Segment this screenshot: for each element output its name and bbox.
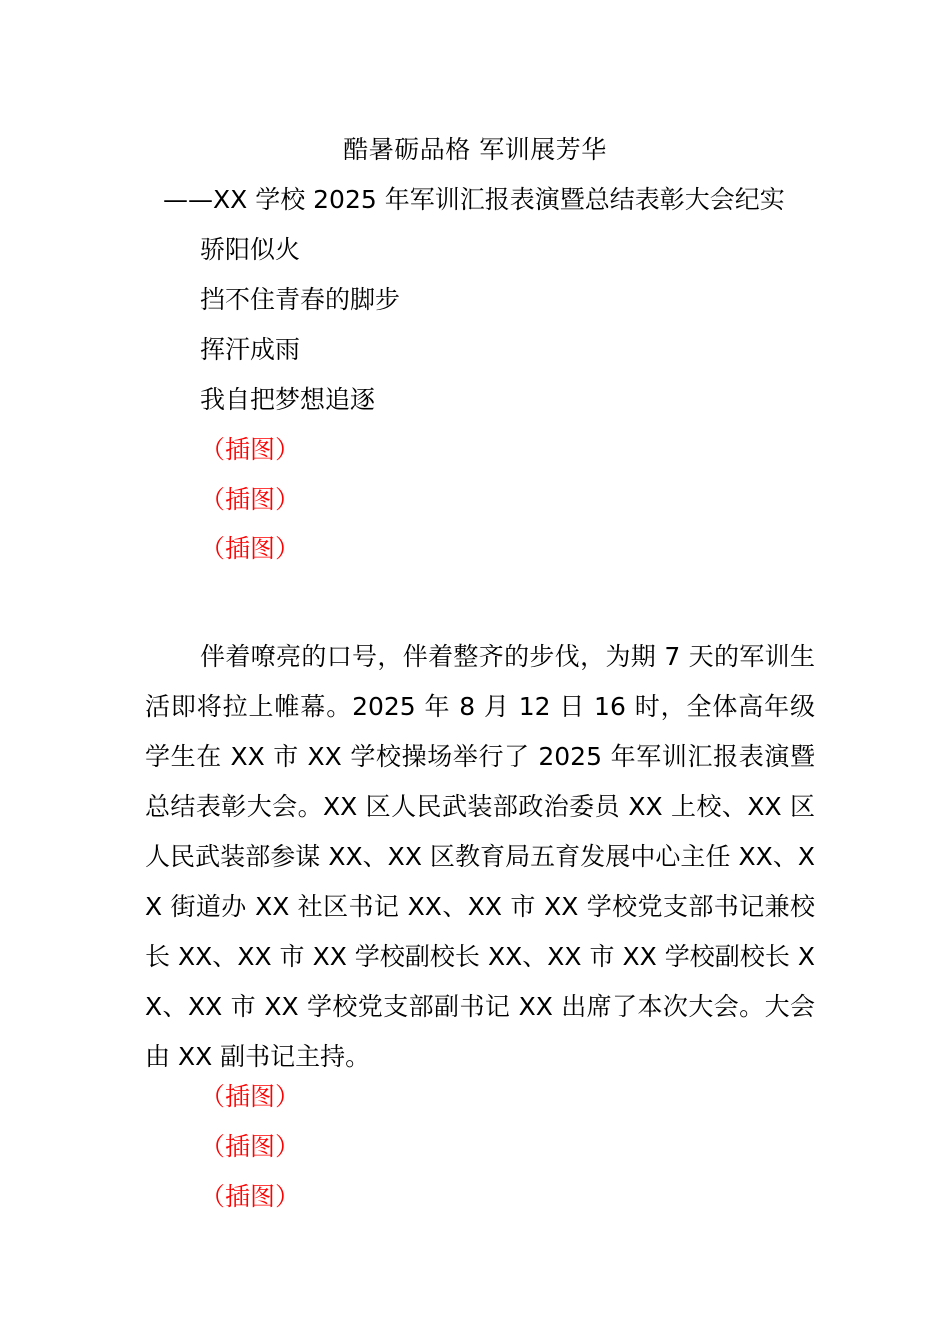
image-placeholder: （插图） [200, 435, 301, 464]
poem-line-3: 挥汗成雨 [200, 335, 301, 364]
image-placeholder: （插图） [200, 1132, 301, 1161]
image-placeholder: （插图） [200, 534, 301, 563]
poem-line-4: 我自把梦想追逐 [200, 385, 376, 414]
document-subtitle: ——XX 学校 2025 年军训汇报表演暨总结表彰大会纪实 [163, 185, 785, 214]
poem-line-1: 骄阳似火 [200, 235, 301, 264]
body-paragraph: 伴着嘹亮的口号，伴着整齐的步伐，为期 7 天的军训生活即将拉上帷幕。2025 年 8 月 12 日 16 时，全体高年级学生在 XX 市 XX 学校操场举行了 2025 年军训汇报表演暨总结表彰大会。XX 区人民武装部政治委员 XX 上校、XX 区人民武装部参谋 XX、XX 区教育局五育发展中心主任 XX、XX 街道办 XX 社区书记 XX、XX 市 XX 学校党支部书记兼校长 XX、XX 市 XX 学校副校长 XX、XX 市 XX 学校副校长 XX、XX 市 XX 学校党支部副书记 XX 出席了本次大会。大会由 XX 副书记主持。 [145, 642, 815, 1071]
image-placeholder: （插图） [200, 1082, 301, 1111]
document-title: 酷暑砺品格 军训展芳华 [343, 135, 607, 164]
image-placeholder: （插图） [200, 485, 301, 514]
poem-line-2: 挡不住青春的脚步 [200, 285, 401, 314]
image-placeholder: （插图） [200, 1182, 301, 1211]
